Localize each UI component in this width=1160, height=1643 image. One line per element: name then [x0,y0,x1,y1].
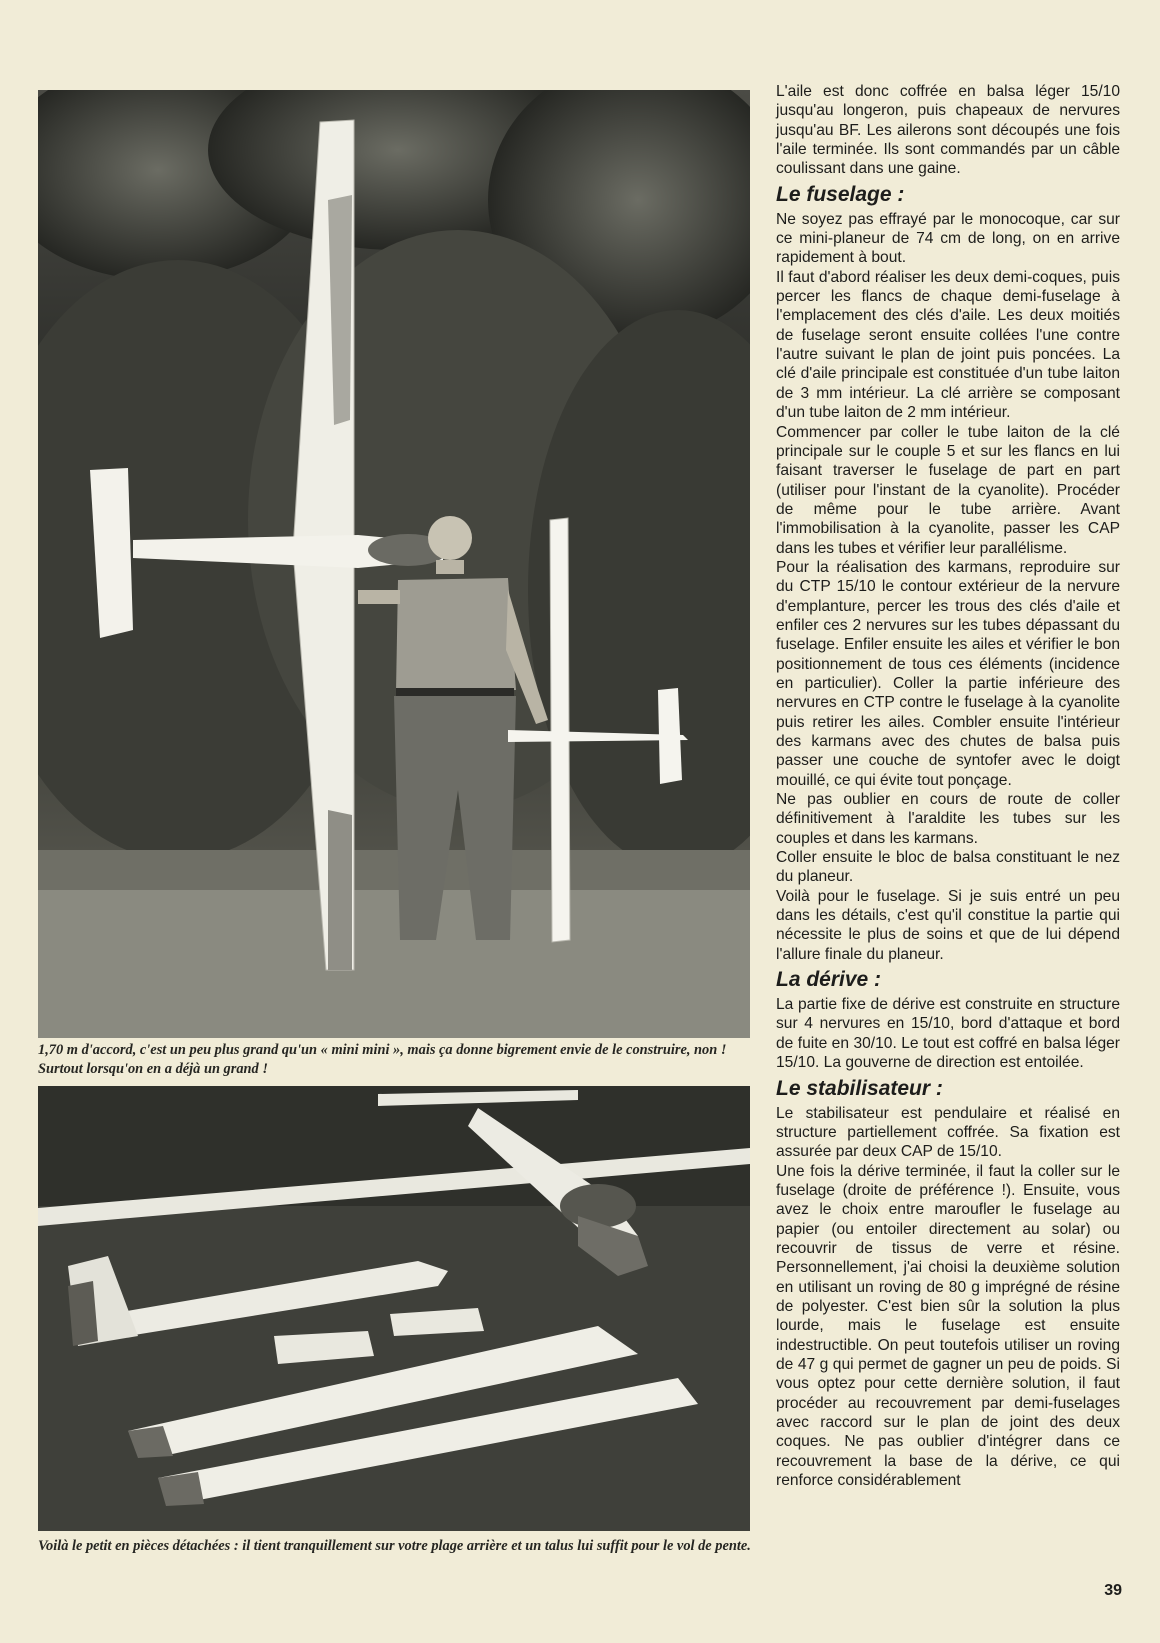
article-column [776,82,1120,1490]
article-intro: L'aile est donc coffrée en balsa léger 15/10 jusqu'au longeron, puis chapeaux de nervures jusqu'au BF. Les ailerons sont découpés une fois l'aile terminée. Ils sont commandés par un câble coulissant dans une gaine. [776,83,1120,178]
section-heading-derive: La dérive : [776,968,882,992]
paragraph: Pour la réalisation des karmans, reproduire sur du CTP 15/10 le contour extérieur de la nervure d'emplanture, percer les trous des clés d'aile et enfiler ces 2 nervures sur les tubes dépassant du fuselage. Enfiler ensuite les ailes et vérifier le bon positionnement de tous ces éléments (incidence en particulier). Coller la partie inférieure des nervures en CTP contre le fuselage à la cyanolite puis retirer les ailes. Combler ensuite l'intérieur des karmans avec des chutes de balsa puis passer une couche de syntofer avec le doigt mouillé, ce qui évite tout ponçage. [776,558,1120,789]
page-number: 39 [1104,1582,1122,1599]
photo-caption-top: 1,70 m d'accord, c'est un peu plus grand qu'un « mini mini », mais ça donne bigrement envie de le construire, non ! Surtout lorsqu'on en a déjà un grand ! [38,1042,727,1077]
photo-gliders-illustration [38,90,750,1038]
paragraph: Il faut d'abord réaliser les deux demi-coques, puis percer les flancs de chaque demi-fuselage à l'emplacement des clés d'aile. Les deux moitiés de fuselage seront ensuite collées l'une contre l'autre suivant le plan de joint puis poncées. La clé d'aile principale est constituée d'un tube laiton de 3 mm intérieur. La clé arrière se composant d'un tube laiton de 2 mm intérieur. [776,268,1120,422]
paragraph: Ne pas oublier en cours de route de coller définitivement à l'araldite les tubes sur les couples et dans les karmans. [776,791,1120,847]
paragraph: Voilà pour le fuselage. Si je suis entré un peu dans les détails, c'est qu'il constitue la partie qui nécessite le plus de soins et que de lui dépend l'allure finale du planeur. [776,887,1120,963]
photo-gliders-with-builder [38,90,750,1038]
paragraph: Commencer par coller le tube laiton de la clé principale sur le couple 5 et sur les flancs en lui faisant traverser le fuselage de part en part (utiliser pour l'instant de la cyanolite). Procéder de même pour le tube arrière. Avant l'immobilisation à la cyanolite, passer les CAP dans les tubes et vérifier leur parallélisme. [776,423,1120,557]
photo-glider-parts [38,1086,750,1531]
section-heading-fuselage: Le fuselage : [776,182,905,206]
paragraph: Le stabilisateur est pendulaire et réalisé en structure partiellement coffrée. Sa fixation est assurée par deux CAP de 15/10. [776,1104,1120,1161]
photo-parts-illustration [38,1086,750,1531]
paragraph: Coller ensuite le bloc de balsa constituant le nez du planeur. [776,849,1120,886]
photo-caption-bottom: Voilà le petit en pièces détachées : il tient tranquillement sur votre plage arrière et un talus lui suffit pour le vol de pente. [38,1538,751,1554]
paragraph: Une fois la dérive terminée, il faut la coller sur le fuselage (droite de préférence !). Ensuite, vous avez le choix entre maroufler le fuselage au papier (ou entoiler directement au solar) ou recouvrir de tissus de verre et résine. Personnellement, j'ai choisi la deuxième solution en utilisant un roving de 80 g imprégné de résine de polyester. C'est bien sûr la solution la plus lourde, mais le fuselage est ensuite indestructible. On peut toutefois utiliser un roving de 47 g qui permet de gagner un peu de poids. Si vous optez pour cette dernière solution, il faut procéder au recouvrement par demi-fuselages avec raccord sur le plan de joint des deux coques. Ne pas oublier d'intégrer dans ce recouvrement la base de la dérive, ce qui renforce considérablement [776,1162,1120,1490]
section-heading-stabilisateur: Le stabilisateur : [776,1076,943,1100]
paragraph: La partie fixe de dérive est construite en structure sur 4 nervures en 15/10, bord d'attaque et bord de fuite en 30/10. Le tout est coffré en balsa léger 15/10. La gouverne de direction est entoilée. [776,996,1120,1072]
paragraph: Ne soyez pas effrayé par le monocoque, car sur ce mini-planeur de 74 cm de long, on en arrive rapidement à bout. [776,210,1120,267]
